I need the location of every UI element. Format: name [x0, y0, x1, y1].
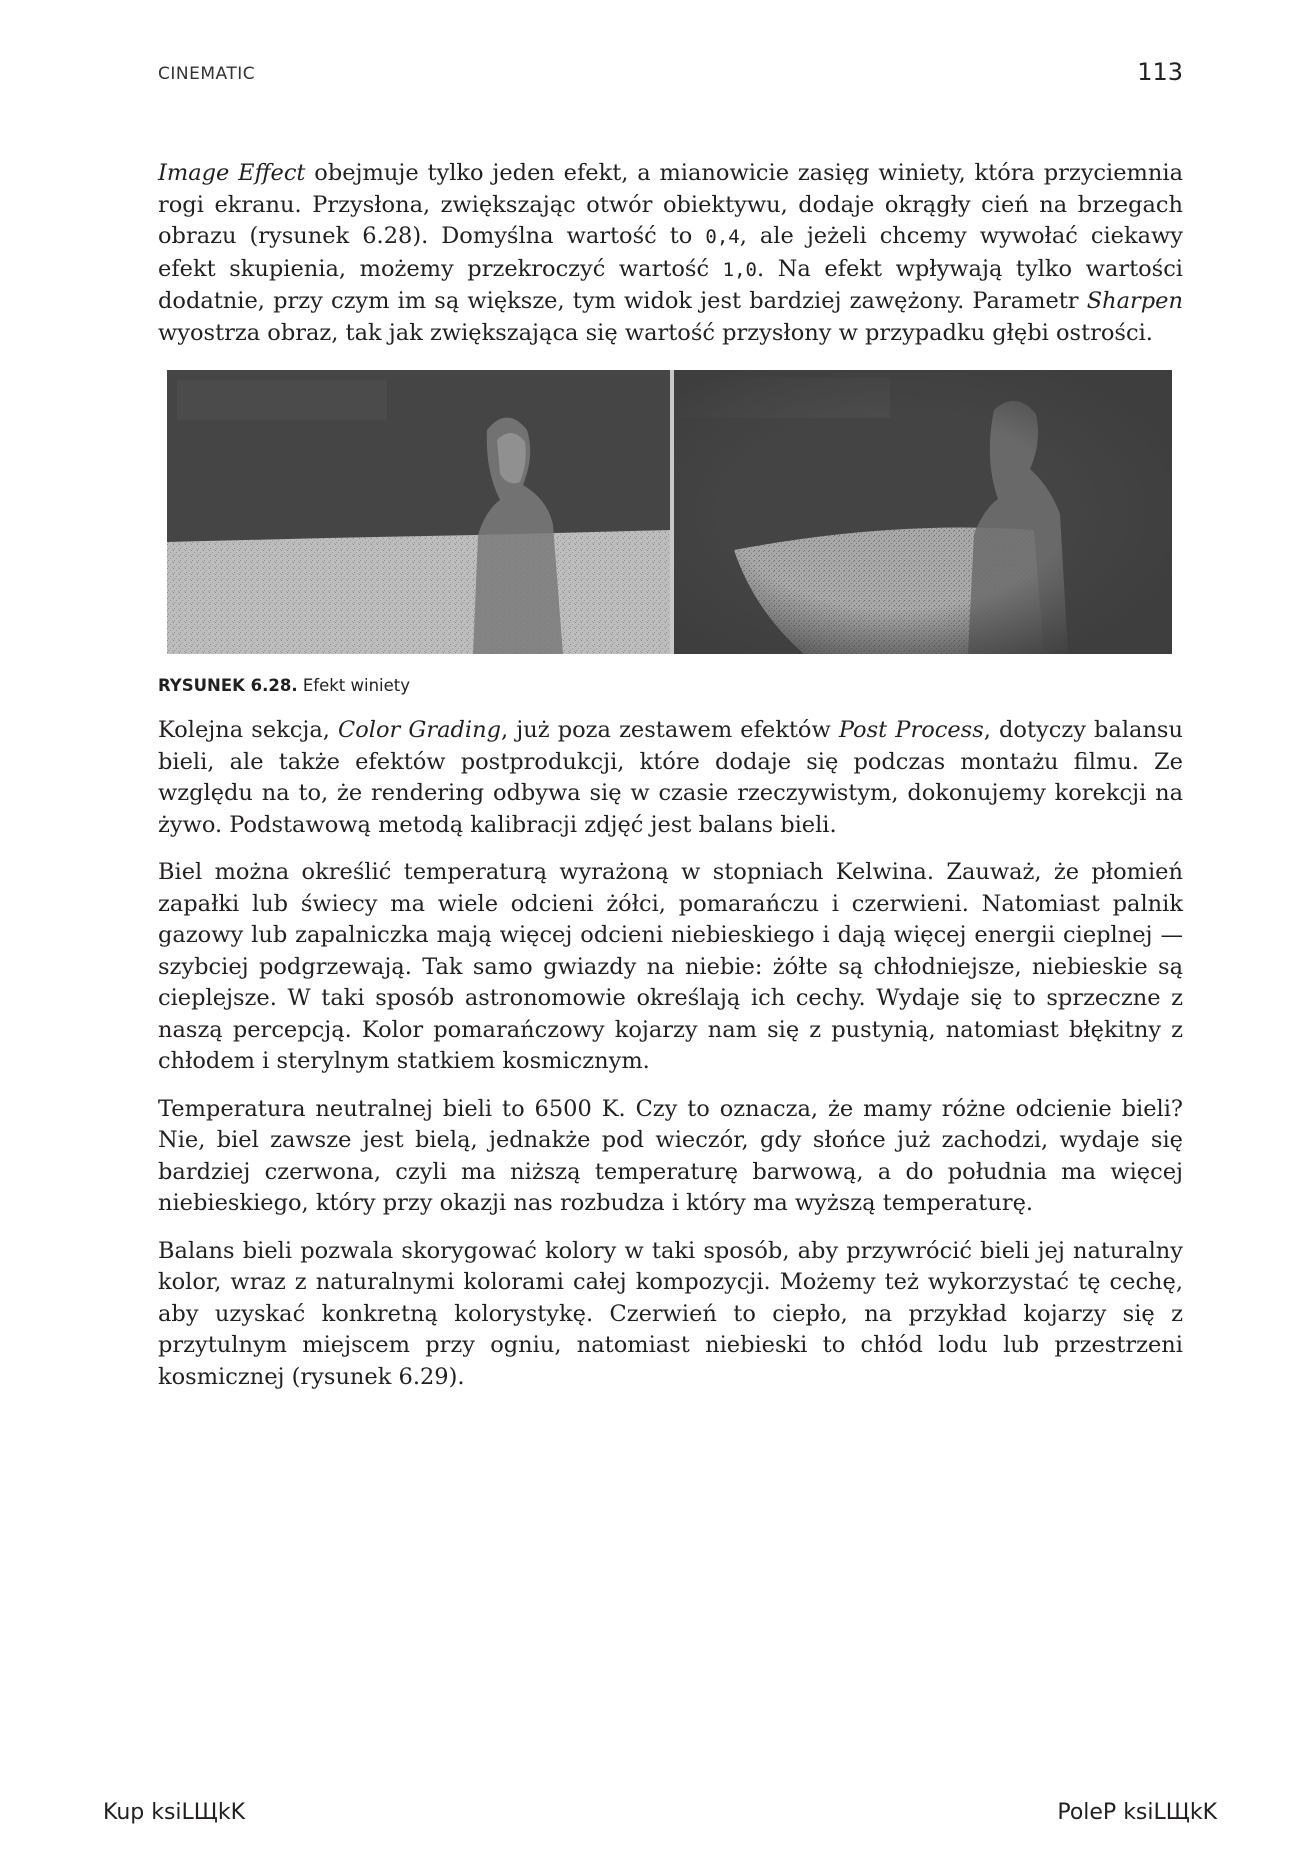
value-default: 0,4 — [705, 226, 740, 248]
figure-image-right — [674, 370, 1172, 654]
figure-label: RYSUNEK 6.28. — [158, 676, 298, 695]
term-post-process: Post Process — [838, 717, 984, 743]
figure-image-left — [167, 370, 670, 654]
paragraph-kelvin: Biel można określić temperaturą wyrażoną w stopniach Kelwina. Zauważ, że płomień zapałki lub świecy ma wiele odcieni żółci, pomarańczu i czerwieni. Natomiast palnik gazowy lub zapalniczka mają więcej odcieni niebieskiego i dają więcej energii cieplnej — szybciej podgrzewają. Tak samo gwiazdy na niebie: żółte są chłodniejsze, niebieskie są cieplejsze. W taki sposób astronomowie określają ich cechy. Wydaje się to sprzeczne z naszą percepcją. Kolor pomarańczowy kojarzy nam się z pustynią, natomiast błękitny z chłodem i sterylnym statkiem kosmicznym. — [158, 859, 1183, 1074]
page-number: 113 — [1137, 58, 1183, 86]
figure-caption — [158, 676, 1183, 695]
text-span: , ale jeżeli chcemy wywołać ciekawy efekt skupienia, możemy przekroczyć wartość — [158, 223, 1184, 282]
running-header: CINEMATIC — [158, 64, 256, 84]
term-image-effect: Image Effect — [158, 160, 306, 186]
text-span: obejmuje tylko jeden efekt, a mianowicie zasięg winiety, która przyciemnia rogi ekranu. Przysłona, zwiększając otwór obiektywu, dodaje okrągły cień na brzegach obrazu (rysunek 6.28). Domyślna wartość to — [158, 160, 1183, 249]
footer-recommend-link[interactable]: PoleP ksiLЩkK — [1057, 1800, 1217, 1825]
text-span: Kolejna sekcja, — [158, 717, 339, 743]
text-span: , dotyczy balansu bieli, ale także efektów postprodukcji, które dodaje się podczas montażu filmu. Ze względu na to, że rendering odbywa się w czasie rzeczywistym, dokonujemy korekcji na żywo. Podstawową metodą kalibracji zdjęć jest balans bieli. — [158, 717, 1183, 838]
paragraph-white-balance: Balans bieli pozwala skorygować kolory w taki sposób, aby przywrócić bieli jej naturalny kolor, wraz z naturalnymi kolorami całej kompozycji. Możemy też wykorzystać tę cechę, aby uzyskać konkretną kolorystykę. Czerwień to ciepło, na przykład kojarzy się z przytulnym miejscem przy ogniu, natomiast niebieski to chłód lodu lub przestrzeni kosmicznej (rysunek 6.29). — [158, 1237, 1183, 1390]
text-span: , już poza zestawem efektów — [501, 717, 839, 743]
text-span: wyostrza obraz, tak jak zwiększająca się wartość przysłony w przypadku głębi ostrości. — [158, 319, 1153, 346]
paragraph-neutral-white: Temperatura neutralnej bieli to 6500 K. Czy to oznacza, że mamy różne odcienie bieli? Nie, biel zawsze jest bielą, jednakże pod wieczór, gdy słońce już zachodzi, wydaje się bardziej czerwona, czyli ma niższą temperaturę barwową, a do południa ma więcej niebieskiego, który przy okazji nas rozbudza i który ma wyższą temperaturę. — [158, 1095, 1183, 1216]
footer-buy-link[interactable]: Kup ksiLЩkK — [103, 1800, 246, 1825]
paragraph-color-grading — [158, 715, 1183, 841]
page-content — [158, 158, 1183, 1409]
text-span: . Na efekt wpływają tylko wartości dodatnie, przy czym im są większe, tym widok jest bardziej zawężony. Parametr — [158, 255, 1184, 314]
paragraph-image-effect — [158, 158, 1183, 349]
term-sharpen: Sharpen — [1086, 288, 1183, 314]
figure-caption-text: Efekt winiety — [297, 676, 411, 695]
value-max: 1,0 — [722, 258, 757, 281]
figure-vignette — [167, 370, 1172, 654]
term-color-grading: Color Grading — [338, 717, 502, 743]
